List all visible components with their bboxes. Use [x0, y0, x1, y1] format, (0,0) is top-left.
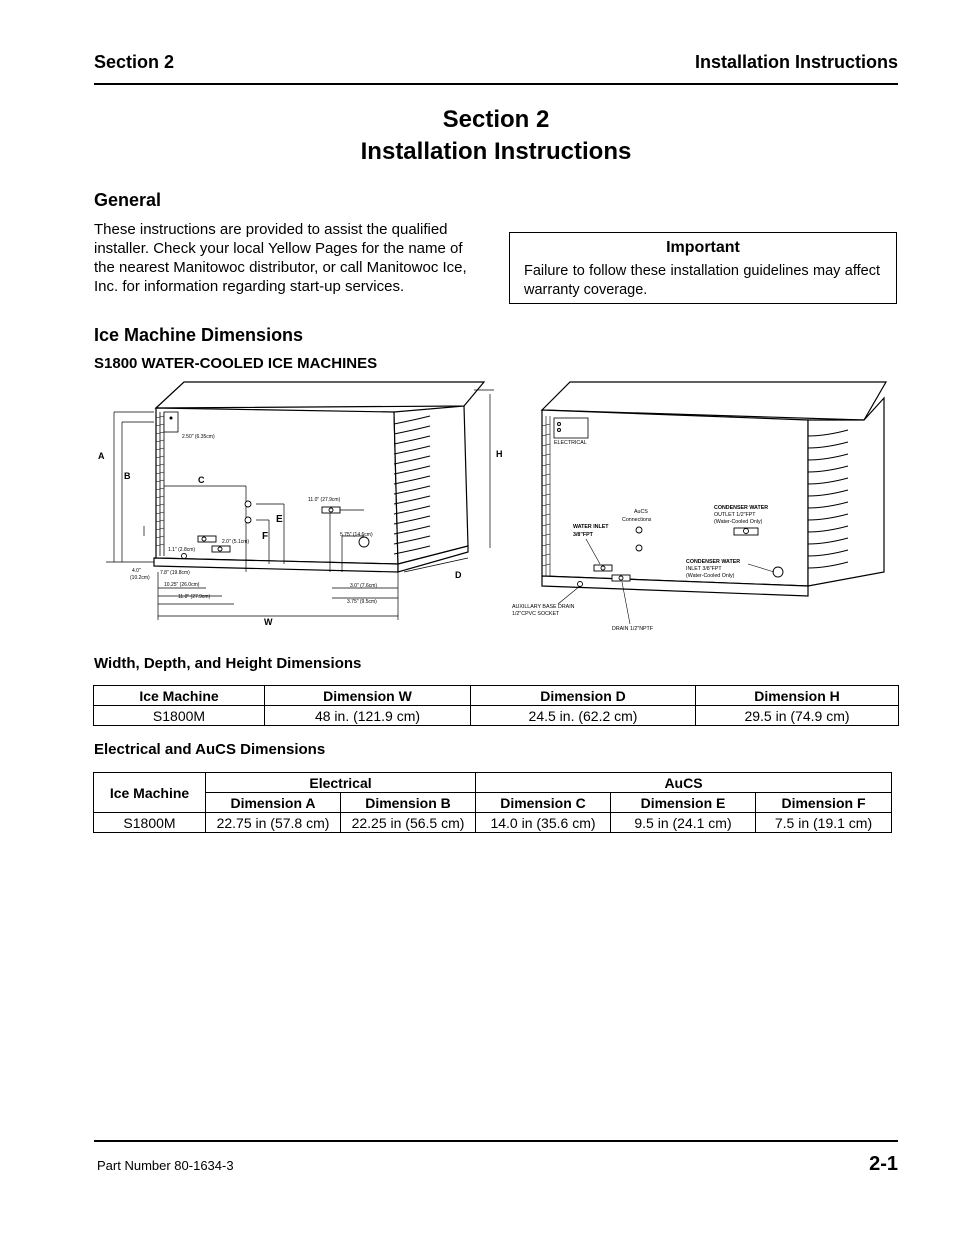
- col-dimension-a: Dimension A: [206, 793, 341, 813]
- cell-ice-machine: S1800M: [94, 706, 265, 726]
- important-box: [509, 232, 897, 304]
- general-line: Inc. for information regarding start-up services.: [94, 278, 405, 295]
- machine-front-diagram: [94, 376, 504, 636]
- label-aucs-connections: Connections: [622, 517, 652, 523]
- label-2-50: 2.50" (6.35cm): [182, 434, 215, 440]
- label-electrical: ELECTRICAL: [554, 440, 587, 446]
- cell-dimension-a: 22.75 in (57.8 cm): [206, 813, 341, 833]
- col-dimension-c: Dimension C: [476, 793, 611, 813]
- table1-heading: Width, Depth, and Height Dimensions: [94, 655, 362, 672]
- electrical-aucs-table: [93, 772, 892, 833]
- label-water-inlet-size: 3/8"FPT: [573, 532, 593, 538]
- col-ice-machine: Ice Machine: [94, 686, 265, 706]
- part-number: Part Number 80-1634-3: [97, 1158, 234, 1173]
- header-section: Section 2: [94, 52, 175, 72]
- cell-dimension-b: 22.25 in (56.5 cm): [341, 813, 476, 833]
- label-5-75: 5.75" (14.6cm): [340, 532, 373, 538]
- label-aucs: AuCS: [634, 509, 648, 515]
- dim-letter-a: A: [98, 451, 105, 461]
- label-3-0: 3.0" (7.6cm): [350, 583, 378, 589]
- group-aucs: AuCS: [476, 773, 892, 793]
- label-condenser-inlet: CONDENSER WATER: [686, 559, 741, 565]
- label-4-0: 4.0": [132, 568, 141, 574]
- table-row: [94, 813, 892, 833]
- col-ice-machine: Ice Machine: [94, 773, 206, 813]
- important-text: Failure to follow these installation guidelines may affect warranty coverage.: [524, 263, 880, 298]
- table-group-row: [94, 773, 892, 793]
- dim-letter-c: C: [198, 475, 205, 485]
- page-number: 2-1: [869, 1153, 898, 1175]
- general-heading: General: [94, 190, 162, 210]
- label-condenser-outlet: CONDENSER WATER: [714, 505, 769, 511]
- machine-rear-diagram: [508, 376, 898, 638]
- col-dimension-d: Dimension D: [471, 686, 696, 706]
- table2-heading: Electrical and AuCS Dimensions: [94, 741, 326, 758]
- cell-dimension-h: 29.5 in (74.9 cm): [696, 706, 899, 726]
- dim-letter-h: H: [496, 449, 503, 459]
- label-11-0-bottom: 11.0" (27.9cm): [178, 594, 211, 600]
- cell-dimension-d: 24.5 in. (62.2 cm): [471, 706, 696, 726]
- cell-dimension-w: 48 in. (121.9 cm): [265, 706, 471, 726]
- dim-letter-f: F: [262, 531, 269, 542]
- label-4-0-cm: (10.2cm): [130, 575, 150, 581]
- table-row: [94, 706, 899, 726]
- page-title-line1: Section 2: [442, 106, 550, 133]
- label-3-75: 3.75" (9.5cm): [347, 599, 377, 605]
- dim-letter-e: E: [276, 514, 283, 525]
- label-aux-drain: AUXILLARY BASE DRAIN: [512, 604, 575, 610]
- general-paragraph: [94, 220, 494, 296]
- table-header-row: [94, 686, 899, 706]
- dimensions-heading: Ice Machine Dimensions: [94, 325, 304, 345]
- dimensions-subheading: S1800 WATER-COOLED ICE MACHINES: [94, 355, 378, 372]
- general-line: installer. Check your local Yellow Pages for the name of: [94, 240, 463, 257]
- header-rule: [94, 83, 898, 85]
- label-1-1: 1.1" (2.8cm): [168, 547, 196, 553]
- col-dimension-w: Dimension W: [265, 686, 471, 706]
- label-condenser-inlet-size: INLET 3/8"FPT: [686, 566, 722, 572]
- general-line: These instructions are provided to assist the qualified: [94, 221, 448, 238]
- page-title-line2: Installation Instructions: [360, 138, 632, 165]
- cell-dimension-e: 9.5 in (24.1 cm): [611, 813, 756, 833]
- dim-letter-d: D: [455, 570, 462, 580]
- label-condenser-outlet-note: (Water-Cooled Only): [714, 519, 763, 525]
- label-drain: DRAIN 1/2"NPTF: [612, 626, 654, 632]
- label-condenser-inlet-note: (Water-Cooled Only): [686, 573, 735, 579]
- dimensions-table: [93, 685, 899, 726]
- cell-dimension-c: 14.0 in (35.6 cm): [476, 813, 611, 833]
- important-title: Important: [666, 239, 740, 256]
- label-10-25: 10.25" (26.0cm): [164, 582, 200, 588]
- dim-letter-w: W: [264, 617, 273, 627]
- col-dimension-e: Dimension E: [611, 793, 756, 813]
- dim-letter-b: B: [124, 471, 131, 481]
- cell-dimension-f: 7.5 in (19.1 cm): [756, 813, 892, 833]
- group-electrical: Electrical: [206, 773, 476, 793]
- label-aux-drain-size: 1/2"CPVC SOCKET: [512, 611, 560, 617]
- label-water-inlet: WATER INLET: [573, 524, 609, 530]
- table-header-row: [94, 793, 892, 813]
- label-11-0-top: 11.0" (27.9cm): [308, 497, 341, 503]
- cell-ice-machine: S1800M: [94, 813, 206, 833]
- col-dimension-f: Dimension F: [756, 793, 892, 813]
- general-line: the nearest Manitowoc distributor, or call Manitowoc Ice,: [94, 259, 467, 276]
- col-dimension-b: Dimension B: [341, 793, 476, 813]
- label-condenser-outlet-size: OUTLET 1/2"FPT: [714, 512, 756, 518]
- col-dimension-h: Dimension H: [696, 686, 899, 706]
- footer-rule: [94, 1140, 898, 1142]
- label-2-0: 2.0" (5.1cm): [222, 539, 250, 545]
- label-7-8: 7.8" (19.8cm): [160, 570, 190, 576]
- header-title: Installation Instructions: [694, 52, 898, 72]
